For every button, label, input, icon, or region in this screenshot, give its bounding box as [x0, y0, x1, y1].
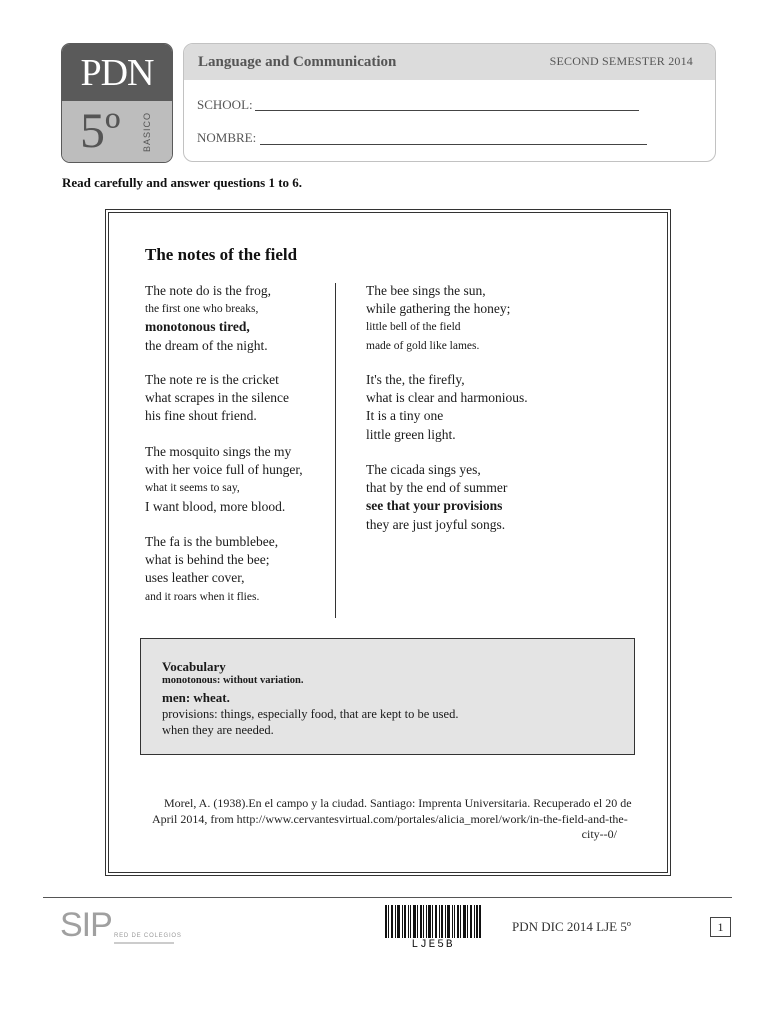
document-code: PDN DIC 2014 LJE 5º — [512, 919, 631, 934]
header-panel — [183, 43, 716, 162]
stanza — [145, 371, 289, 426]
page-number: 1 — [710, 917, 731, 937]
name-field[interactable] — [260, 144, 647, 145]
sip-logo-subline — [114, 942, 174, 944]
poem-line: what is behind the bee; — [145, 552, 270, 568]
poem-line: they are just joyful songs. — [366, 516, 506, 532]
poem-line: made of gold like lames. — [366, 339, 480, 352]
source-citation — [152, 796, 648, 843]
poem-line: uses leather cover, — [145, 570, 245, 586]
poem-line: with her voice full of hunger, — [145, 462, 303, 478]
instructions: Read carefully and answer questions 1 to 6. — [62, 175, 303, 190]
badge-grade: 5º — [80, 102, 121, 158]
poem-line: and it roars when it flies. — [145, 590, 260, 603]
barcode-icon — [385, 905, 481, 938]
poem-line: the first one who breaks, — [145, 303, 259, 316]
stanza — [145, 533, 278, 606]
citation-line: Morel, A. (1938).En el campo y la ciudad. Santiago: Imprenta Universitaria. Recuperado el 20 de — [164, 796, 632, 810]
stanza — [366, 282, 510, 355]
poem-line: the dream of the night. — [145, 337, 268, 353]
poem-line: The bee sings the sun, — [366, 283, 486, 298]
stanza — [366, 371, 528, 444]
school-label: SCHOOL: — [197, 97, 253, 112]
subject-title: Language and Communication — [198, 54, 397, 70]
poem-line: what it seems to say, — [145, 482, 240, 495]
poem-line: I want blood, more blood. — [145, 498, 286, 514]
poem-line: his fine shout friend. — [145, 408, 257, 424]
poem-line: what is clear and harmonious. — [366, 390, 528, 406]
poem-line: little green light. — [366, 426, 456, 442]
column-divider — [335, 283, 336, 618]
poem-line: The note do is the frog, — [145, 283, 271, 298]
school-field[interactable] — [255, 110, 639, 111]
poem-line: It is a tiny one — [366, 408, 444, 424]
poem-line: monotonous tired, — [145, 319, 250, 335]
badge-grade-area — [62, 101, 172, 162]
vocabulary-box — [140, 638, 635, 755]
semester-label: SECOND SEMESTER 2014 — [549, 54, 693, 68]
header-bar — [184, 44, 715, 80]
poem-line: The mosquito sings the my — [145, 444, 292, 459]
poem-title: The notes of the field — [145, 245, 298, 264]
sip-logo: SIP — [60, 906, 112, 944]
stanza — [366, 461, 507, 534]
citation-line: April 2014, from http://www.cervantesvirtual.com/portales/alicia_morel/work/in-the-field-and-the- — [152, 811, 628, 826]
poem-line: see that your provisions — [366, 498, 503, 514]
vocabulary-title: Vocabulary — [162, 659, 226, 674]
pdn-badge — [61, 43, 173, 163]
badge-level: BASICO — [142, 112, 152, 153]
stanza — [145, 282, 271, 355]
poem-line: The note re is the cricket — [145, 372, 279, 387]
vocabulary-entry: monotonous: without variation. — [162, 675, 304, 686]
name-label: NOMBRE: — [197, 130, 257, 145]
stanza — [145, 443, 303, 516]
poem-line: while gathering the honey; — [366, 301, 511, 317]
barcode-label: LJE5B — [411, 939, 455, 951]
footer-rule — [43, 897, 732, 898]
poem-line: what scrapes in the silence — [145, 390, 289, 406]
poem-line: The cicada sings yes, — [366, 462, 481, 477]
vocabulary-entry: when they are needed. — [162, 723, 274, 737]
poem-line: It's the, the firefly, — [366, 372, 465, 387]
poem-line: The fa is the bumblebee, — [145, 534, 279, 549]
vocabulary-entry: men: wheat. — [162, 690, 230, 705]
vocabulary-entry: provisions: things, especially food, that are kept to be used. — [162, 707, 459, 721]
poem-line: little bell of the field — [366, 321, 461, 334]
citation-line: city--0/ — [581, 827, 617, 841]
poem-line: that by the end of summer — [366, 480, 508, 496]
badge-title: PDN — [62, 44, 172, 101]
sip-logo-text: RED DE COLEGIOS — [114, 933, 182, 939]
